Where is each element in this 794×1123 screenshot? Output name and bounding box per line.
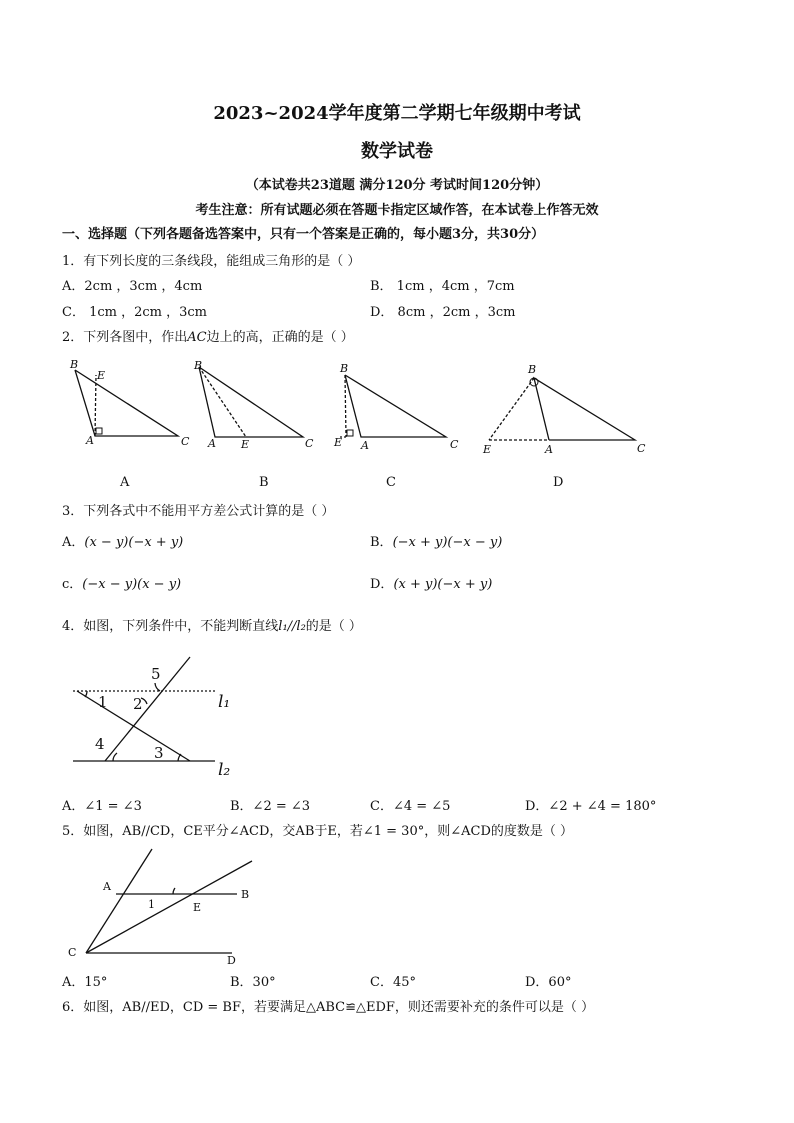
q1-option-b: B． 1cm ，4cm ，7cm (370, 279, 515, 294)
q5-option-d: D．60° (525, 975, 572, 990)
q5-point-b: B (241, 888, 250, 901)
q2-fig-b-point-b: B (194, 359, 203, 372)
q4-option-b: B．∠2 = ∠3 (230, 799, 311, 814)
q5-point-d: D (227, 954, 236, 967)
section-heading-choice: 一、选择题（下列各题备选答案中，只有一个答案是正确的，每小题3分，共30分） (62, 227, 545, 242)
q5-stem: 5．如图，AB//CD，CE平分∠ACD，交AB于E，若∠1 = 30°，则∠ACD的度数是（ ） (62, 824, 574, 839)
q1-option-d: D． 8cm ，2cm ，3cm (370, 305, 516, 320)
exam-info: （本试卷共23道题 满分120分 考试时间120分钟） (245, 178, 549, 193)
q2-fig-d-point-c: C (637, 442, 646, 455)
q2-fig-label-b: B (259, 475, 269, 490)
q5-option-b: B．30° (230, 975, 276, 990)
q2-fig-c-point-e: E (334, 436, 343, 449)
q4-angle-3: 3 (154, 744, 164, 762)
q4-angle-2: 2 (133, 695, 143, 713)
exam-notice: 考生注意：所有试题必须在答题卡指定区域作答，在本试卷上作答无效 (195, 203, 599, 218)
q4-angle-5: 5 (151, 665, 161, 683)
q5-point-c: C (68, 946, 77, 959)
q2-fig-b-point-e: E (241, 438, 250, 451)
q4-angle-1: 1 (98, 693, 108, 711)
q2-stem: 2．下列各图中，作出AC边上的高，正确的是（ ） (62, 330, 354, 345)
q2-fig-label-d: D (553, 475, 564, 490)
q2-fig-c-point-a: A (361, 439, 369, 452)
q1-option-c: C． 1cm ，2cm ，3cm (62, 305, 207, 320)
q2-figures (60, 355, 670, 470)
q2-fig-a-point-c: C (181, 435, 190, 448)
q6-stem: 6．如图，AB//ED，CD = BF，若要满足△ABC≌△EDF，则还需要补充的条件可以是（ ） (62, 1000, 595, 1015)
q5-angle-1: 1 (148, 898, 155, 911)
q4-option-a: A．∠1 = ∠3 (62, 799, 142, 814)
q4-line-l1: l₁ (218, 692, 231, 712)
page-subtitle: 数学试卷 (361, 141, 433, 162)
page-title: 2023~2024学年度第二学期七年级期中考试 (213, 103, 581, 124)
q2-fig-a-point-e: E (97, 369, 106, 382)
q4-option-c: C．∠4 = ∠5 (370, 799, 451, 814)
q3-option-b: B．(−x + y)(−x − y) (370, 535, 503, 550)
q2-fig-b-point-a: A (208, 437, 216, 450)
q2-fig-b-point-c: C (305, 437, 314, 450)
q5-option-c: C．45° (370, 975, 416, 990)
q2-fig-a-point-b: B (70, 358, 79, 371)
q2-fig-d-point-b: B (528, 363, 537, 376)
q4-stem: 4．如图，下列条件中，不能判断直线l₁//l₂的是（ ） (62, 619, 362, 634)
q3-option-a: A．(x − y)(−x + y) (62, 535, 184, 550)
q2-fig-c-point-c: C (450, 438, 459, 451)
q3-stem: 3．下列各式中不能用平方差公式计算的是（ ） (62, 504, 335, 519)
q5-figure (62, 845, 262, 967)
q4-option-d: D．∠2 + ∠4 = 180° (525, 799, 657, 814)
q5-point-a: A (103, 880, 111, 893)
q3-option-d: D．(x + y)(−x + y) (370, 577, 493, 592)
q4-angle-4: 4 (95, 735, 105, 753)
q3-option-c: c．(−x − y)(x − y) (62, 577, 182, 592)
q2-fig-label-c: C (386, 475, 396, 490)
q2-fig-c-point-b: B (340, 362, 349, 375)
q2-fig-label-a: A (120, 475, 130, 490)
q1-stem: 1．有下列长度的三条线段，能组成三角形的是（ ） (62, 254, 361, 269)
q2-fig-a-point-a: A (86, 434, 94, 447)
q5-option-a: A．15° (62, 975, 108, 990)
q2-fig-d-point-e: E (483, 443, 492, 456)
q4-line-l2: l₂ (218, 760, 231, 780)
q2-fig-d-point-a: A (545, 443, 553, 456)
q5-point-e: E (193, 901, 202, 914)
q4-figure (65, 650, 255, 785)
q1-option-a: A．2cm ，3cm ，4cm (62, 279, 203, 294)
